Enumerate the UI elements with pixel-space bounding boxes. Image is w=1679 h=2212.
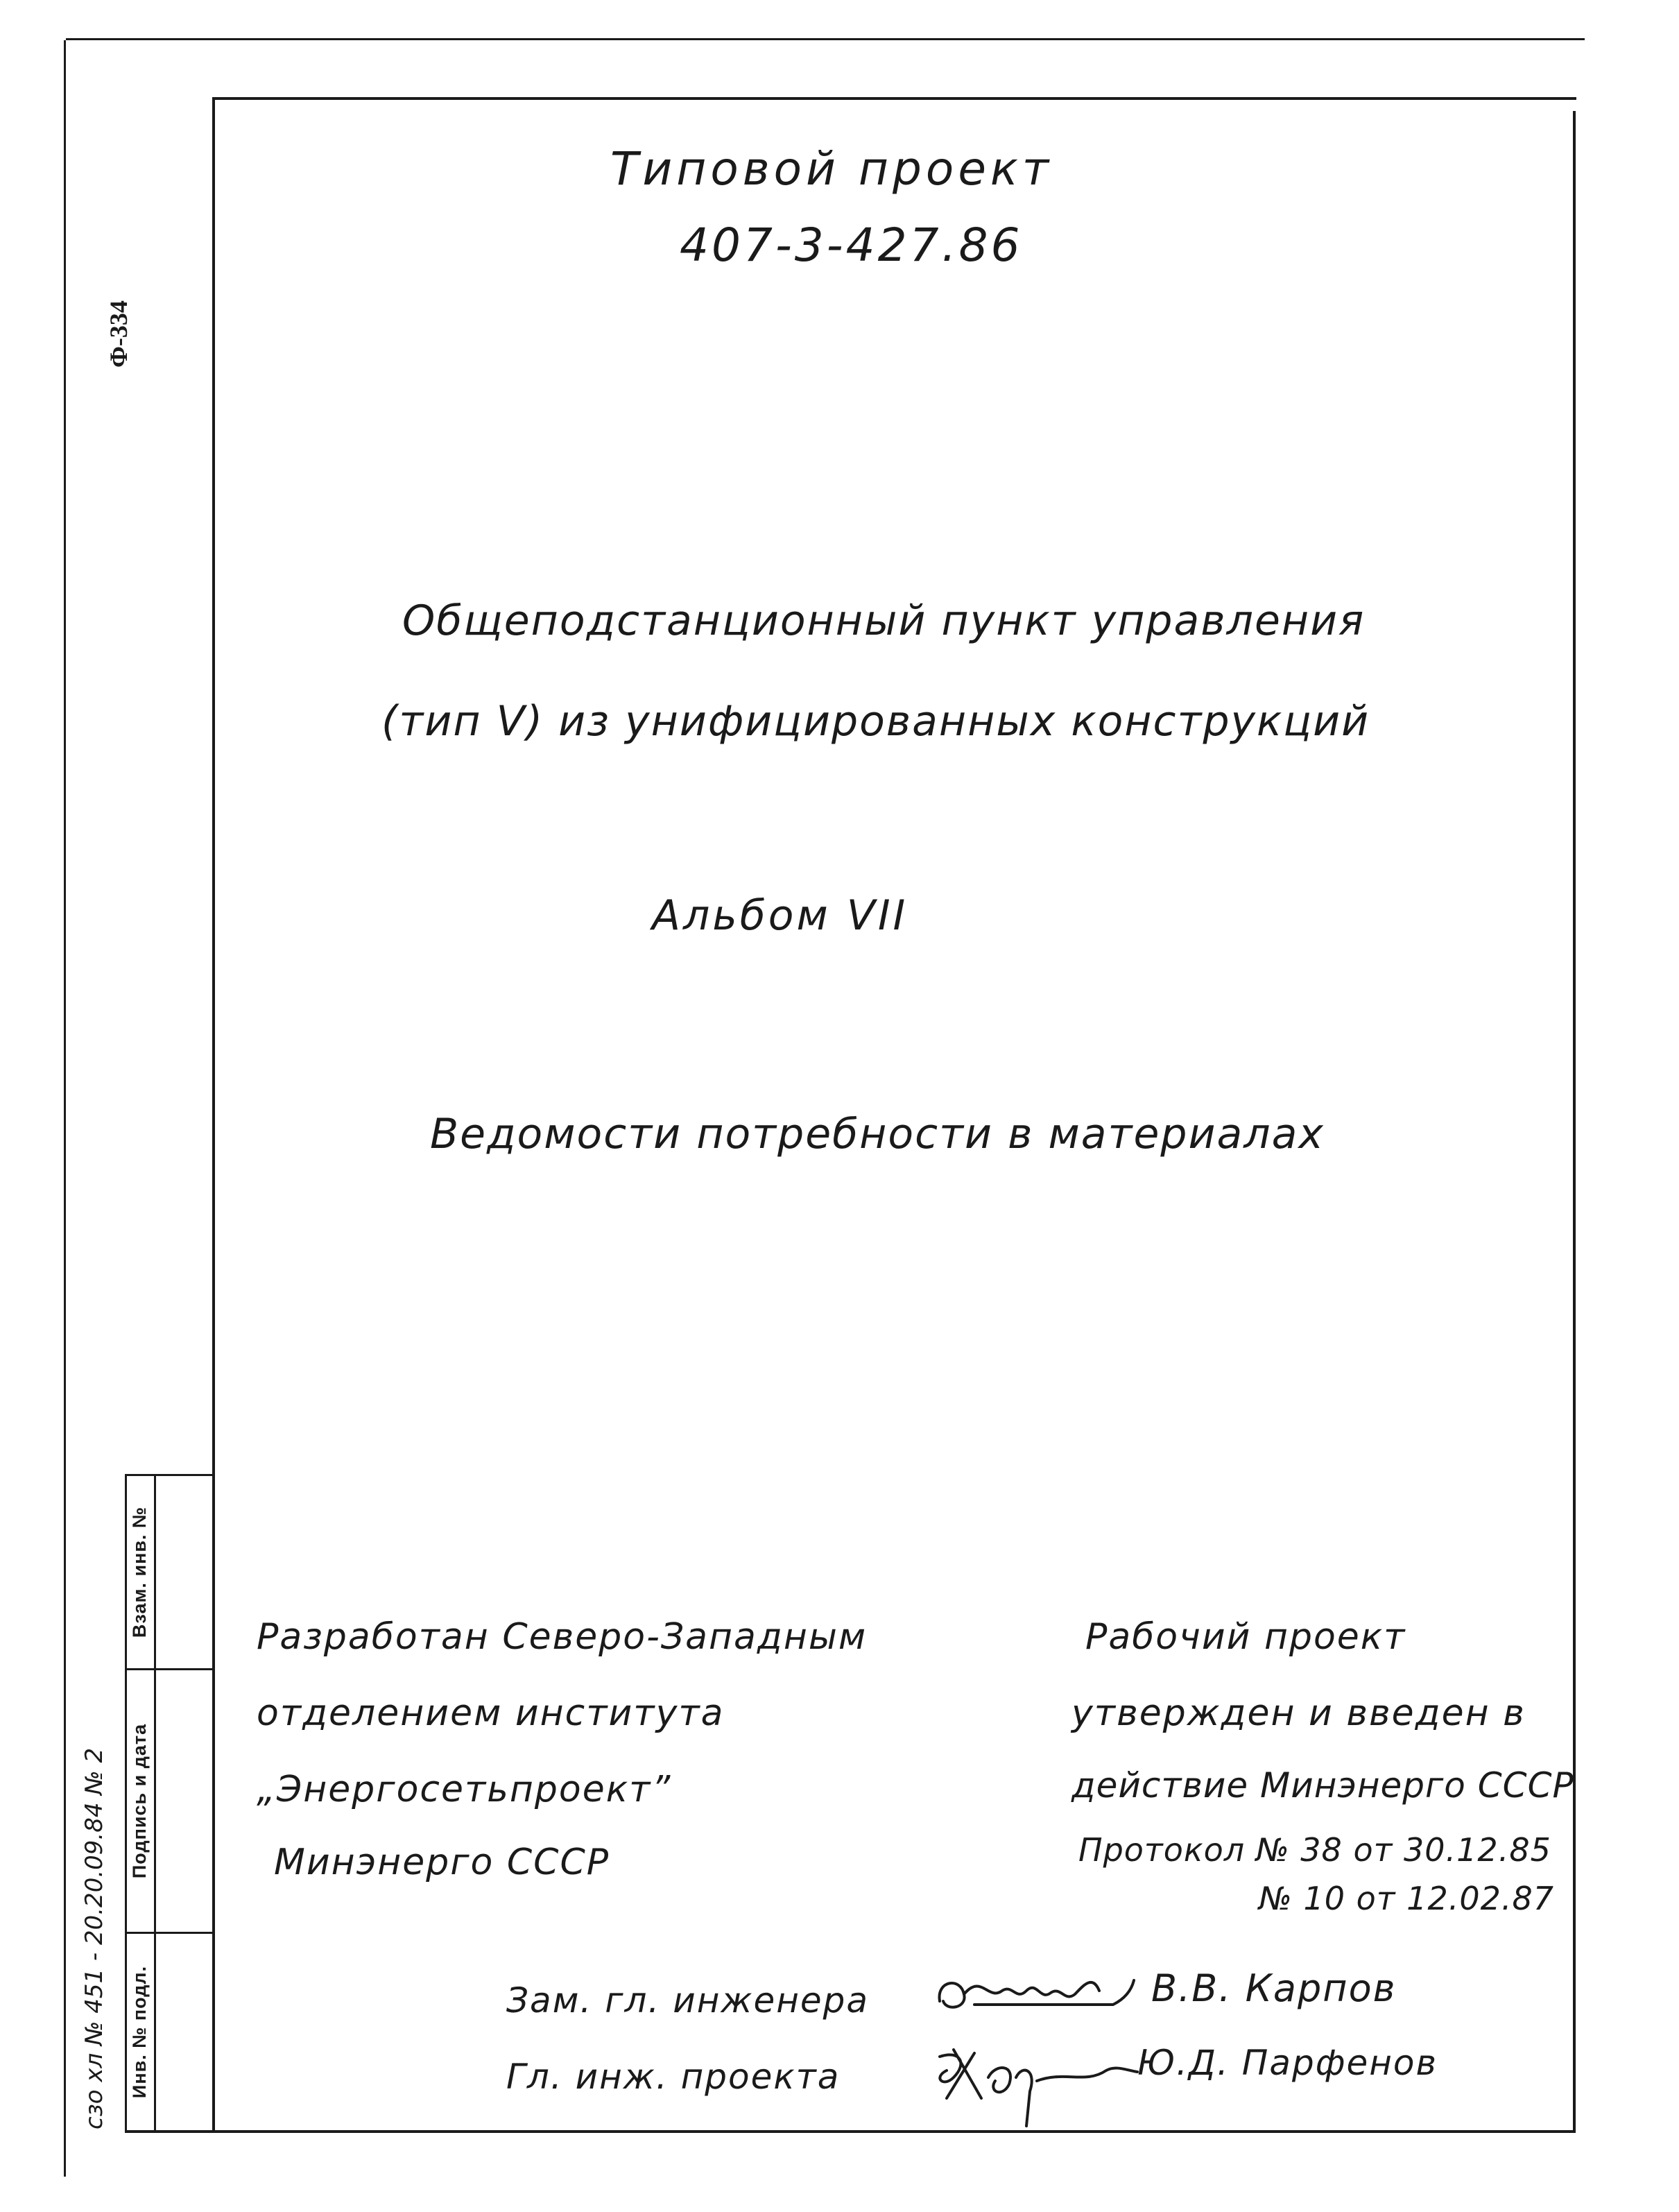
approval-line-1: Рабочий проект xyxy=(1085,1616,1406,1658)
outer-top-border xyxy=(66,38,1585,40)
signatory-role-2: Гл. инж. проекта xyxy=(506,2057,841,2097)
developer-line-1: Разработан Северо-Западным xyxy=(257,1616,868,1658)
approval-protocol-2: № 10 от 12.02.87 xyxy=(1259,1880,1555,1917)
signatory-name-1: В.В. Карпов xyxy=(1151,1966,1397,2010)
frame-bottom-border xyxy=(125,2130,1576,2133)
contents-title: Ведомости потребности в материалах xyxy=(430,1110,1325,1158)
album-label: Альбом VII xyxy=(652,891,909,940)
frame-right-border xyxy=(1573,111,1576,2133)
stamp-cell-signature-date: Подпись и дата xyxy=(129,1723,150,1879)
signatory-role-1: Зам. гл. инженера xyxy=(506,1980,870,2021)
developer-line-4: Минэнерго СССР xyxy=(274,1842,610,1883)
frame-top-border xyxy=(214,97,1576,100)
approval-line-2: утвержден и введен в xyxy=(1071,1692,1526,1734)
archive-note: сзо хл № 451 - 20.20.09.84 № 2 xyxy=(80,1747,108,2129)
approval-protocol-1: Протокол № 38 от 30.12.85 xyxy=(1078,1831,1551,1869)
stamp-mid-line xyxy=(154,1474,156,2133)
signature-karpov xyxy=(933,1953,1141,2029)
developer-line-2: отделением института xyxy=(257,1692,725,1734)
outer-left-border xyxy=(64,40,66,2177)
approval-line-3: действие Минэнерго СССР xyxy=(1071,1765,1574,1806)
developer-line-3: „Энергосетьпроект” xyxy=(257,1769,672,1810)
subject-line-1: Общеподстанционный пункт управления xyxy=(402,597,1366,645)
document-number: 407-3-427.86 xyxy=(680,218,1023,272)
stamp-cell-replacement: Взам. инв. № xyxy=(129,1506,150,1638)
frame-left-border xyxy=(212,97,215,2133)
document-title: Типовой проект xyxy=(610,142,1053,196)
stamp-cell-original-inv: Инв. № подл. xyxy=(129,1965,150,2099)
signature-parfenov xyxy=(926,2022,1148,2133)
subject-line-2: (тип V) из унифицированных конструкций xyxy=(381,697,1370,746)
signatory-name-2: Ю.Д. Парфенов xyxy=(1137,2043,1438,2083)
side-mark: Ф-334 xyxy=(105,300,132,368)
